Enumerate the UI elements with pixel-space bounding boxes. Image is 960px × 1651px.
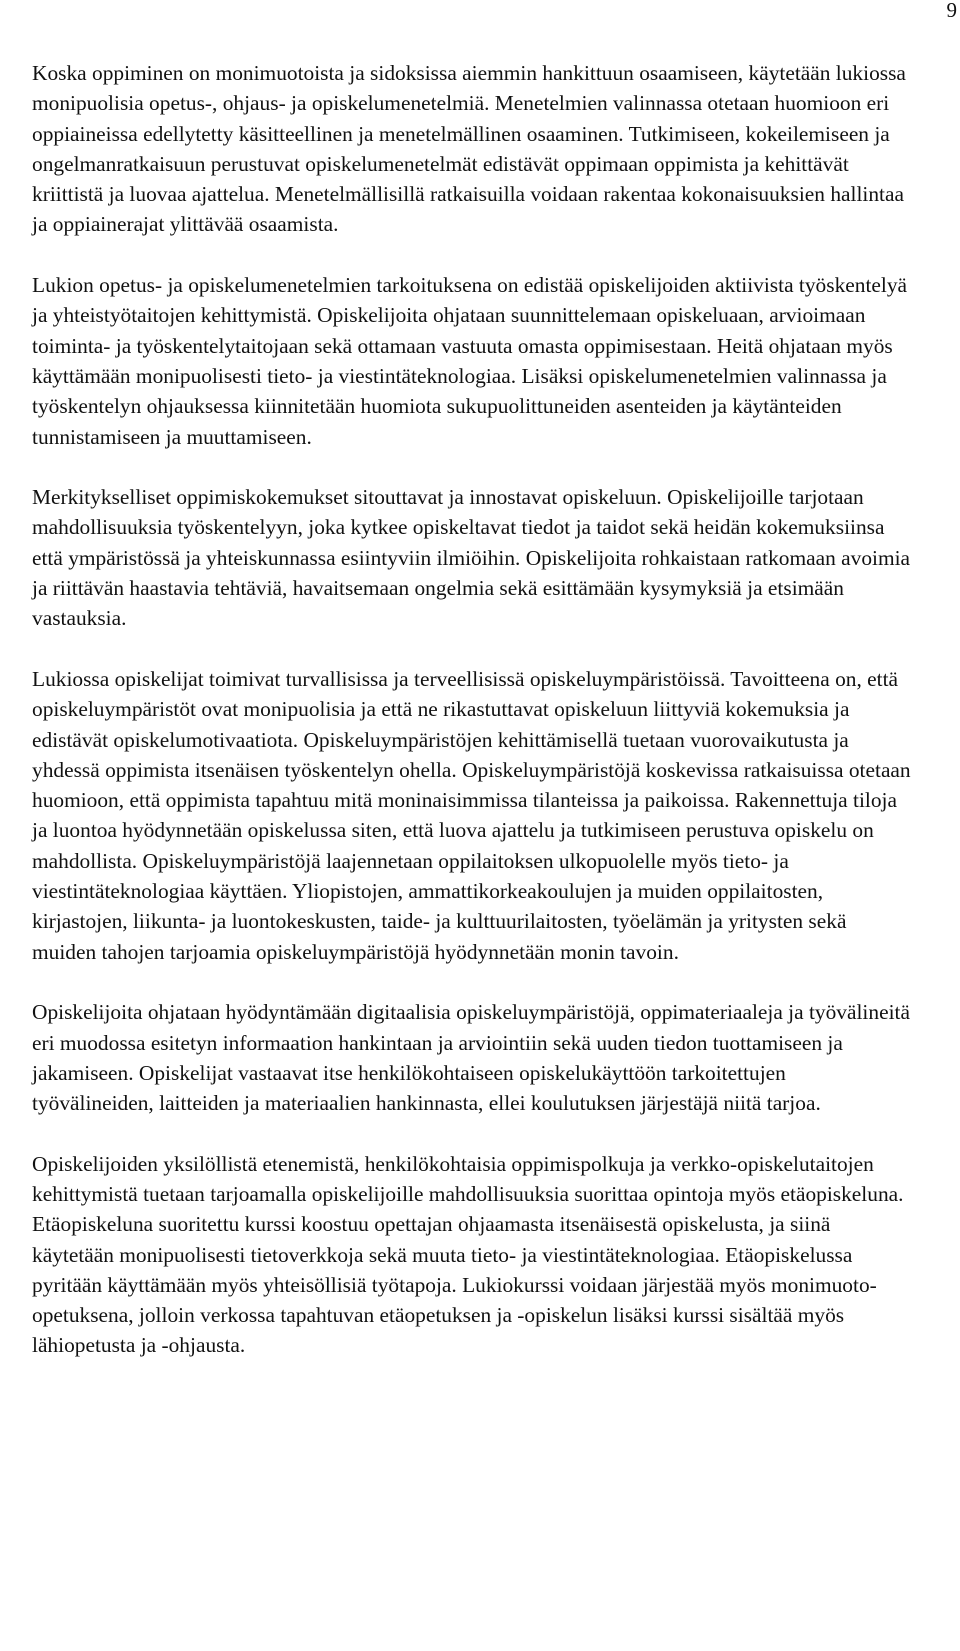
- page-number: 9: [946, 0, 957, 22]
- document-body: [32, 58, 912, 1361]
- paragraph-learning-environments: Lukiossa opiskelijat toimivat turvallisissa ja terveellisissä opiskeluympäristöissä. Tavoitteena on, että opiskeluympäristöt ovat monipuolisia ja että ne rikastuttavat opiskeluun liittyviä kokemuksia ja edistävät opiskelumotivaatiota. Opiskeluympäristöjen kehittämisellä tuetaan vuorovaikutusta ja yhdessä oppimista itsenäisen työskentelyn ohella. Opiskeluympäristöjä koskevissa ratkaisuissa otetaan huomioon, että oppimista tapahtuu mitä moninaisimmissa tilanteissa ja paikoissa. Rakennettuja tiloja ja luontoa hyödynnetään opiskelussa siten, että luova ajattelu ja tutkimiseen perustuva opiskelu on mahdollista. Opiskeluympäristöjä laajennetaan oppilaitoksen ulkopuolelle myös tieto- ja viestintäteknologiaa käyttäen. Yliopistojen, ammattikorkeakoulujen ja muiden oppilaitosten, kirjastojen, liikunta- ja luontokeskusten, taide- ja kulttuurilaitosten, työelämän ja yritysten sekä muiden tahojen tarjoamia opiskeluympäristöjä hyödynnetään monin tavoin.: [32, 666, 911, 964]
- paragraph-teaching-methods: Koska oppiminen on monimuotoista ja sidoksissa aiemmin hankittuun osaamiseen, käytetään lukiossa monipuolisia opetus-, ohjaus- ja opiskelumenetelmiä. Menetelmien valinnassa otetaan huomioon eri oppiaineissa edellytetty käsitteellinen ja menetelmällinen osaaminen. Tutkimiseen, kokeilemiseen ja ongelmanratkaisuun perustuvat opiskelumenetelmät edistävät oppimaan oppimista ja kehittävät kriittistä ja luovaa ajattelua. Menetelmällisillä ratkaisuilla voidaan rakentaa kokonaisuuksien hallintaa ja oppiainerajat ylittävää osaamista.: [32, 61, 906, 237]
- paragraph-distance-learning: Opiskelijoiden yksilöllistä etenemistä, henkilökohtaisia oppimispolkuja ja verkko-opiskelutaitojen kehittymistä tuetaan tarjoamalla opiskelijoille mahdollisuuksia suorittaa opintoja myös etäopiskeluna. Etäopiskeluna suoritettu kurssi koostuu opettajan ohjaamasta itsenäisestä opiskelusta, ja siinä käytetään monipuolisesti tietoverkkoja sekä muuta tieto- ja viestintäteknologiaa. Etäopiskelussa pyritään käyttämään myös yhteisöllisiä työtapoja. Lukiokurssi voidaan järjestää myös monimuoto-opetuksena, jolloin verkossa tapahtuvan etäopetuksen ja -opiskelun lisäksi kurssi sisältää myös lähiopetusta ja -ohjausta.: [32, 1151, 904, 1358]
- paragraph-learning-experiences: Merkitykselliset oppimiskokemukset sitouttavat ja innostavat opiskeluun. Opiskelijoille tarjotaan mahdollisuuksia työskentelyyn, joka kytkee opiskeltavat tiedot ja taidot sekä heidän kokemuksiinsa että ympäristössä ja yhteiskunnassa esiintyviin ilmiöihin. Opiskelijoita rohkaistaan ratkomaan avoimia ja riittävän haastavia tehtäviä, havaitsemaan ongelmia sekä esittämään kysymyksiä ja etsimään vastauksia.: [32, 485, 911, 631]
- paragraph-active-work: Lukion opetus- ja opiskelumenetelmien tarkoituksena on edistää opiskelijoiden aktiivista työskentelyä ja yhteistyötaitojen kehittymistä. Opiskelijoita ohjataan suunnittelemaan opiskeluaan, arvioimaan toiminta- ja työskentelytaitojaan sekä ottamaan vastuuta omasta oppimisestaan. Heitä ohjataan myös käyttämään monipuolisesti tieto- ja viestintäteknologiaa. Lisäksi opiskelumenetelmien valinnassa ja työskentelyn ohjauksessa kiinnitetään huomiota sukupuolittuneiden asenteiden ja käytänteiden tunnistamiseen ja muuttamiseen.: [32, 273, 908, 449]
- paragraph-digital-environments: Opiskelijoita ohjataan hyödyntämään digitaalisia opiskeluympäristöjä, oppimateriaaleja ja työvälineitä eri muodossa esitetyn informaation hankintaan ja arviointiin sekä uuden tiedon tuottamiseen ja jakamiseen. Opiskelijat vastaavat itse henkilökohtaiseen opiskelukäyttöön tarkoitettujen työvälineiden, laitteiden ja materiaalien hankinnasta, ellei koulutuksen järjestäjä niitä tarjoa.: [32, 1000, 910, 1116]
